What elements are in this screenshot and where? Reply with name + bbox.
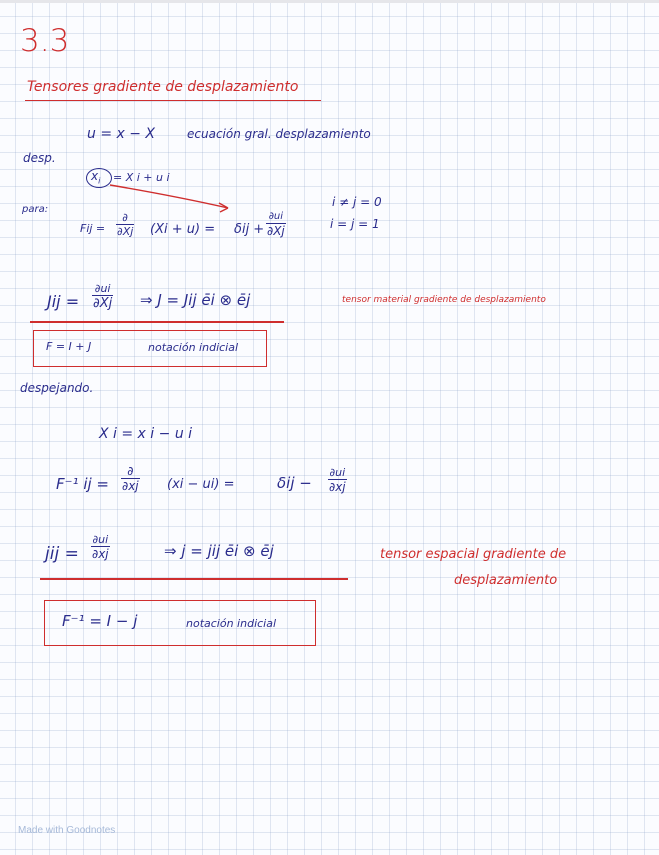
F-paren: (Xi + u) = — [150, 222, 216, 237]
J-note: tensor material gradiente de desplazamiento — [342, 295, 546, 305]
Finv-lhs: F⁻¹ ij = — [56, 475, 109, 493]
j-derivative: $\frac{\partial ui}{\partial xj}$ — [92, 533, 109, 561]
top-edge — [0, 0, 659, 3]
J-derivative: ∂ui ∂Xj — [93, 282, 113, 311]
goodnotes-watermark: Made with Goodnotes — [18, 825, 116, 836]
position-equation: = X i + u i — [113, 171, 170, 184]
label-desp: desp. — [23, 151, 56, 165]
material-formula: F = I + J — [46, 340, 92, 353]
material-underline — [30, 321, 284, 323]
spatial-underline — [40, 578, 348, 580]
label-para: para: — [22, 204, 49, 215]
Finv-delta: δij − — [277, 474, 312, 492]
X-equation: X i = x i − u i — [99, 426, 193, 442]
j-lhs: jij = — [45, 544, 79, 564]
Finv-derivative: ∂ ∂xj — [122, 464, 139, 493]
F-lhs: Fij = — [80, 222, 106, 235]
displacement-note: ecuación gral. desplazamiento — [187, 127, 371, 141]
title-underline — [25, 100, 321, 101]
label-despejando: despejando. — [20, 381, 94, 395]
section-title: Tensores gradiente de desplazamiento — [27, 79, 299, 95]
j-note-line1: tensor espacial gradiente de — [380, 547, 567, 562]
condition-off-diagonal: i ≠ j = 0 — [332, 195, 382, 209]
F-derivative: ∂ ∂Xj — [117, 211, 134, 238]
spatial-formula-note: notación indicial — [186, 617, 277, 630]
F-delta: δij + — [234, 222, 265, 237]
displacement-equation: u = x − X — [87, 126, 156, 142]
j-note-line2: desplazamiento — [454, 573, 558, 588]
section-number: 3.3 — [20, 23, 70, 59]
material-formula-note: notación indicial — [148, 341, 239, 354]
J-lhs: Jij = — [47, 292, 80, 311]
position-variable: $x_i$ — [91, 169, 101, 186]
Finv-derivative-u: $\frac{\partial ui}{\partial xj}$ — [329, 466, 346, 494]
condition-diagonal: i = j = 1 — [330, 217, 380, 231]
Finv-paren: (xi − ui) = — [167, 477, 235, 492]
spatial-formula: F⁻¹ = I − j — [62, 612, 138, 630]
j-definition: ⇒ j = jij ēi ⊗ ēj — [164, 542, 274, 560]
J-definition: ⇒ J = Jij ēi ⊗ ēj — [140, 291, 251, 309]
F-derivative-u: ∂ui ∂Xj — [267, 211, 285, 238]
